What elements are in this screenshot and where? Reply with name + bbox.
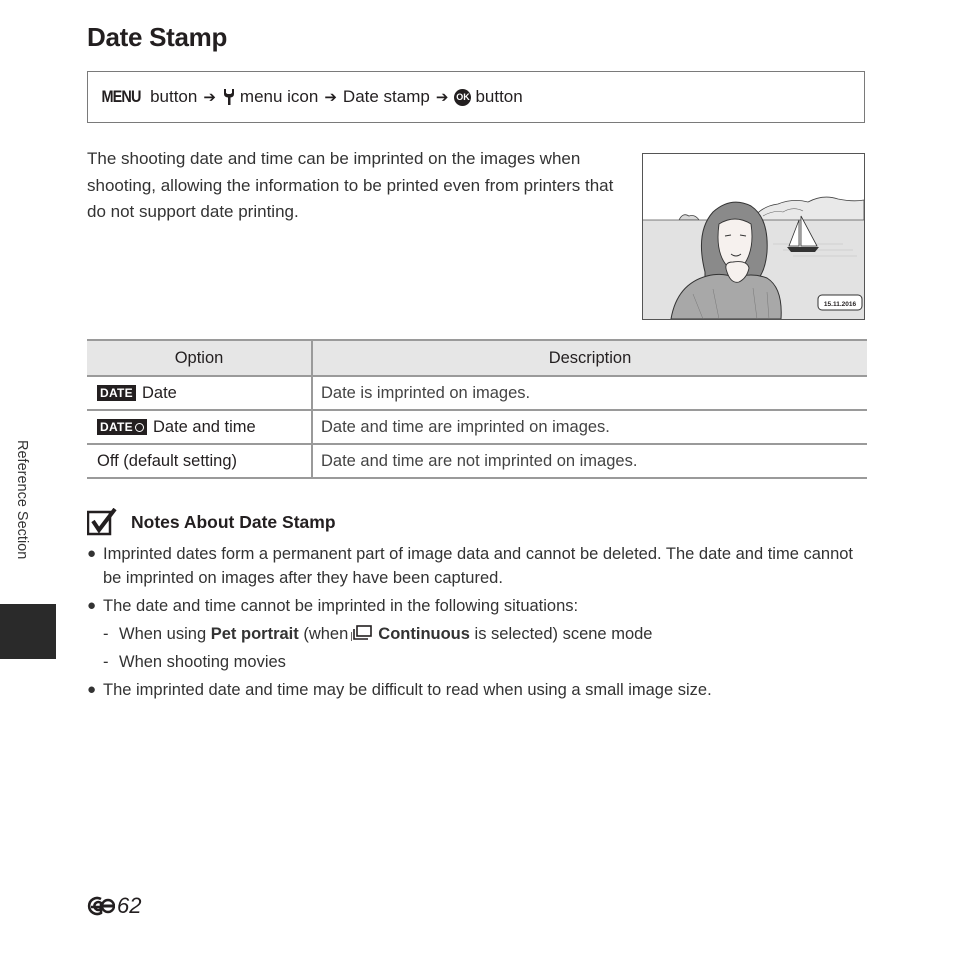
list-item <box>87 678 867 702</box>
option-label: Date and time <box>152 417 256 436</box>
option-cell <box>87 376 312 410</box>
menu-path-button-label: button <box>150 87 198 106</box>
column-header-option: Option <box>87 340 312 376</box>
note-text: The date and time cannot be imprinted in the following situations: <box>103 597 579 615</box>
table-row <box>87 410 867 444</box>
clock-icon <box>135 423 144 432</box>
reference-e-icon <box>87 895 115 917</box>
page-number <box>87 893 141 919</box>
notes-list <box>87 542 867 706</box>
continuous-label: Continuous <box>378 625 470 643</box>
table-row <box>87 376 867 410</box>
menu-path-item: Date stamp <box>342 87 430 106</box>
option-cell: Off (default setting) <box>87 444 312 478</box>
notes-heading <box>87 508 336 536</box>
pet-portrait-label: Pet portrait <box>210 625 299 643</box>
arrow-right-icon: ➔ <box>203 89 216 106</box>
bullet-icon: ● <box>87 681 97 698</box>
intro-paragraph: The shooting date and time can be imprinted on the images when shooting, allowing the information to be printed even from printers that do not support date printing. <box>87 149 614 221</box>
continuous-shooting-icon <box>351 625 373 641</box>
sample-photo <box>642 153 865 320</box>
section-side-label: Reference Section <box>14 440 30 560</box>
arrow-right-icon: ➔ <box>435 89 449 106</box>
options-table <box>87 339 867 479</box>
checkmark-icon <box>87 508 117 536</box>
menu-path-box <box>87 71 865 123</box>
date-and-time-icon: DATE <box>97 419 147 435</box>
description-cell: Date and time are not imprinted on images. <box>312 444 867 478</box>
option-cell <box>87 410 312 444</box>
section-tab <box>0 604 56 659</box>
list-item <box>87 542 867 590</box>
sub-list-item: - When using Pet portrait (when Continuous is selected) scene mode <box>103 625 653 643</box>
table-row <box>87 444 867 478</box>
description-cell: Date is imprinted on images. <box>312 376 867 410</box>
table-header-row <box>87 340 867 376</box>
bullet-icon: ● <box>87 545 97 562</box>
column-header-description: Description <box>312 340 867 376</box>
page-number-text: 62 <box>117 893 142 918</box>
sub-list-item: - When shooting movies <box>103 653 286 671</box>
list-item <box>87 594 867 674</box>
sub-list <box>103 622 867 674</box>
portrait-illustration <box>643 154 864 319</box>
ok-button-icon: OK <box>454 89 471 106</box>
menu-button-glyph: MENU <box>101 87 141 106</box>
menu-path-button-label-2: button <box>475 87 523 106</box>
menu-path-menu-icon-label: menu icon <box>239 87 319 106</box>
option-label: Date <box>141 383 177 402</box>
page-title: Date Stamp <box>87 22 228 52</box>
date-overlay-text: 15.11.2016 <box>823 301 857 308</box>
date-icon: DATE <box>97 385 136 401</box>
arrow-right-icon: ➔ <box>324 89 337 106</box>
note-text: Imprinted dates form a permanent part of image data and cannot be deleted. The date and time cannot be imprinted on images after they have been captured. <box>103 545 854 587</box>
notes-heading-text: Notes About Date Stamp <box>131 511 336 532</box>
bullet-icon: ● <box>87 597 97 614</box>
wrench-icon <box>222 88 236 106</box>
description-cell: Date and time are imprinted on images. <box>312 410 867 444</box>
note-text: The imprinted date and time may be difficult to read when using a small image size. <box>103 681 712 699</box>
